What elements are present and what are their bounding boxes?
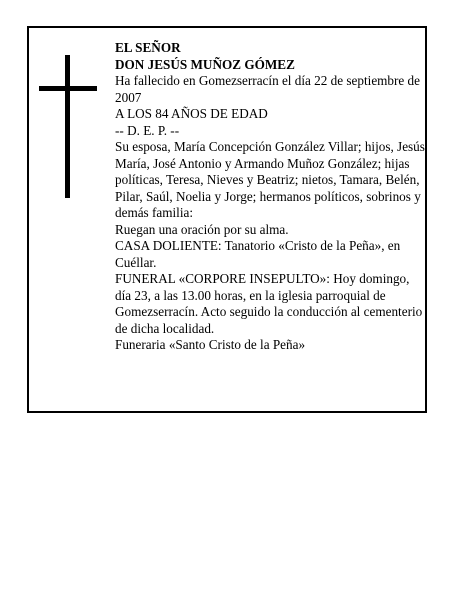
prayer-request: Ruegan una oración por su alma. xyxy=(115,221,289,237)
cross-vertical-bar xyxy=(65,55,70,198)
deceased-title: EL SEÑOR xyxy=(115,40,181,55)
death-date-line: Ha fallecido en Gomezserracín el día 22 de septiembre de 2007 xyxy=(115,73,421,105)
funeral-home: Funeraria «Santo Cristo de la Peña» xyxy=(115,337,306,352)
funeral-details: FUNERAL «CORPORE INSEPULTO»: Hoy domingo, día 23, a las 13.00 horas, en la iglesia parroquial de Gomezserracín. Acto seguido la conducción al cementerio de dicha localidad. xyxy=(115,271,423,336)
obituary-text xyxy=(115,40,427,354)
family-paragraph: Su esposa, María Concepción González Villar; hijos, Jesús María, José Antonio y Armando Muñoz González; hijas políticas, Teresa, Nieves y Beatriz; nietos, Tamara, Belén, Pilar, Saúl, Noelia y Jorge; hermanos políticos, sobrinos y demás familia: xyxy=(115,139,425,220)
cross-icon xyxy=(39,55,97,198)
mourning-house: CASA DOLIENTE: Tanatorio «Cristo de la Peña», en Cuéllar. xyxy=(115,238,401,270)
obituary-notice xyxy=(27,26,427,413)
age-line: A LOS 84 AÑOS DE EDAD xyxy=(115,106,268,121)
cross-horizontal-bar xyxy=(39,86,97,91)
deceased-name: DON JESÚS MUÑOZ GÓMEZ xyxy=(115,56,295,72)
rip-line: -- D. E. P. -- xyxy=(115,122,180,138)
